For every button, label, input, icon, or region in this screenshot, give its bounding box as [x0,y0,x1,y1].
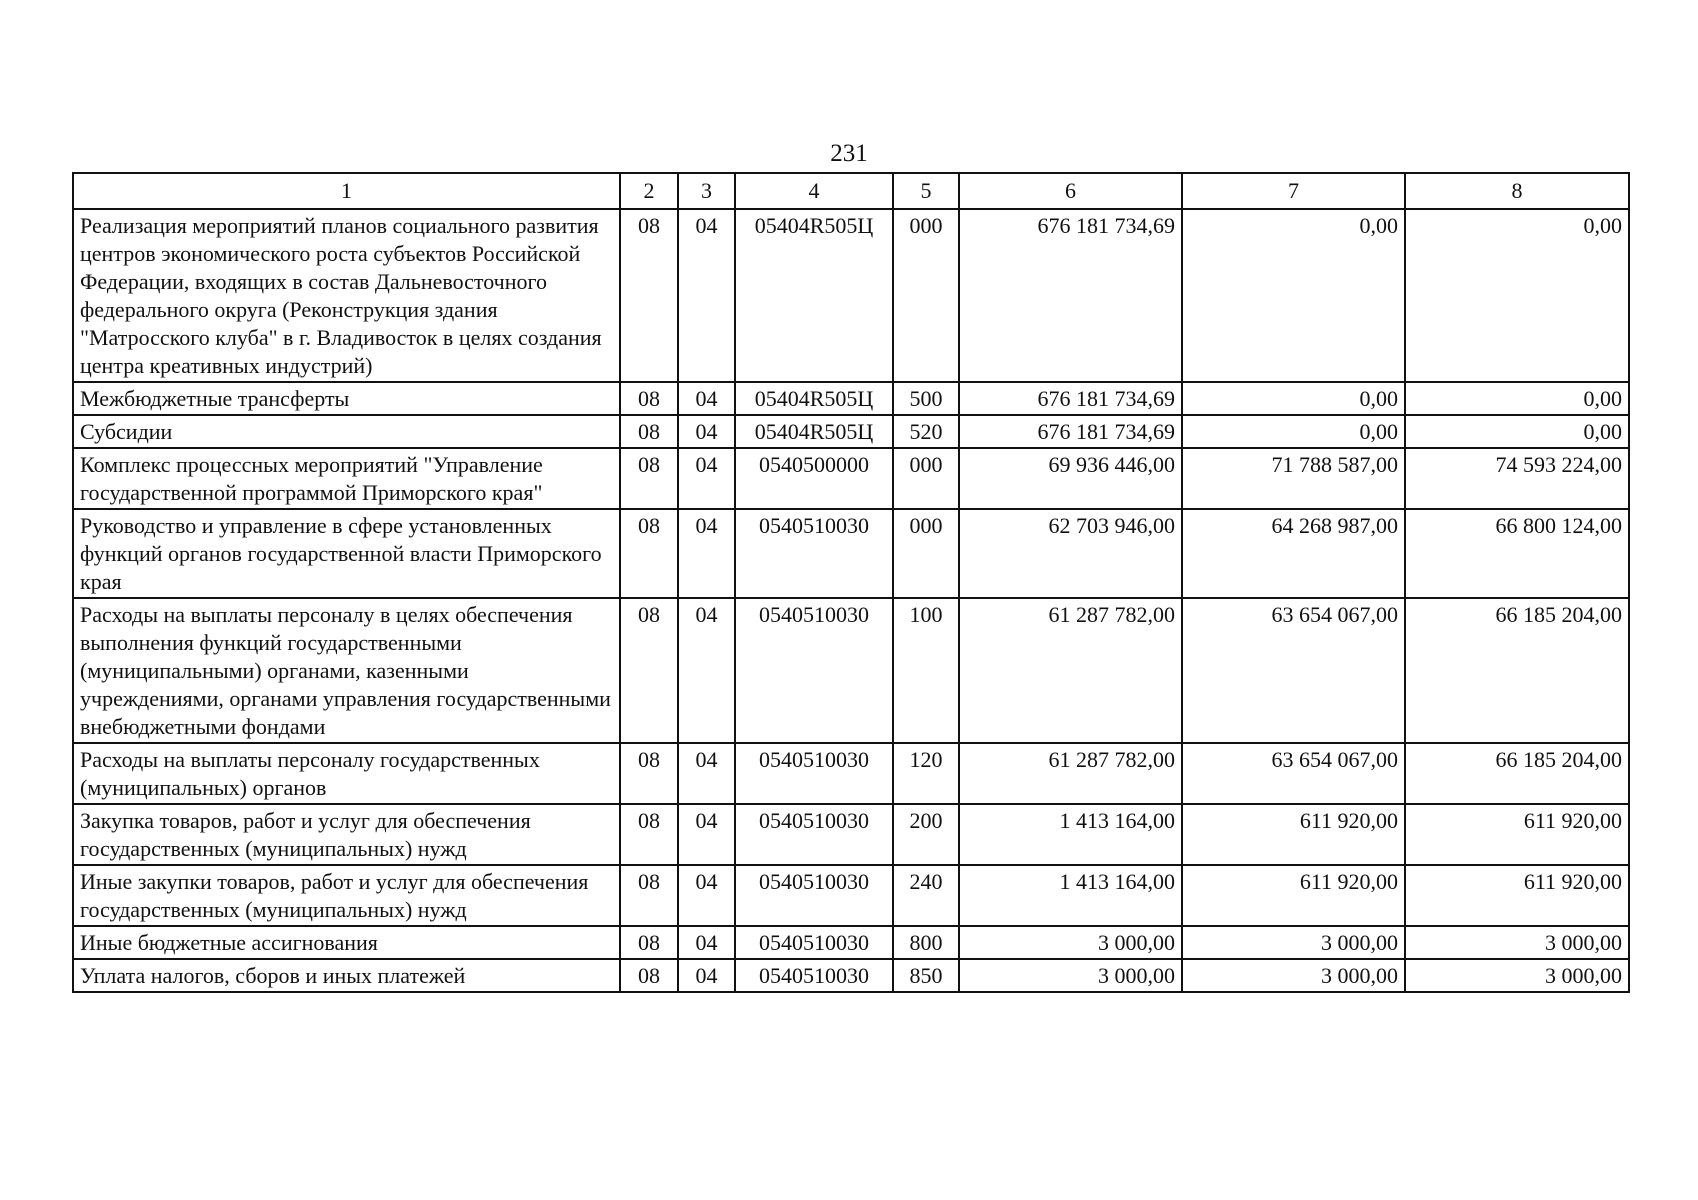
row-name: Иные бюджетные ассигнования [73,926,620,959]
amount-column-6: 676 181 734,69 [959,382,1182,415]
amount-column-7: 0,00 [1182,209,1405,382]
row-name: Закупка товаров, работ и услуг для обеспечения государственных (муниципальных) нужд [73,804,620,865]
target-article-code: 05404R505Ц [735,382,893,415]
table-row [73,926,1629,959]
expense-type-code: 000 [893,448,959,509]
section-code: 08 [620,382,678,415]
expense-type-code: 850 [893,959,959,992]
subsection-code: 04 [678,804,735,865]
column-header-5: 5 [893,173,959,209]
table-row [73,598,1629,743]
amount-column-8: 0,00 [1405,209,1629,382]
page-number: 231 [830,140,868,167]
table-body [73,209,1629,992]
amount-column-7: 71 788 587,00 [1182,448,1405,509]
expense-type-code: 240 [893,865,959,926]
row-name: Расходы на выплаты персоналу государственных (муниципальных) органов [73,743,620,804]
amount-column-8: 3 000,00 [1405,926,1629,959]
column-header-6: 6 [959,173,1182,209]
column-header-3: 3 [678,173,735,209]
section-code: 08 [620,415,678,448]
amount-column-7: 3 000,00 [1182,959,1405,992]
target-article-code: 0540510030 [735,743,893,804]
amount-column-6: 61 287 782,00 [959,598,1182,743]
amount-column-8: 66 800 124,00 [1405,509,1629,598]
amount-column-8: 66 185 204,00 [1405,598,1629,743]
section-code: 08 [620,598,678,743]
target-article-code: 05404R505Ц [735,415,893,448]
amount-column-6: 3 000,00 [959,959,1182,992]
amount-column-7: 3 000,00 [1182,926,1405,959]
amount-column-7: 63 654 067,00 [1182,743,1405,804]
column-header-7: 7 [1182,173,1405,209]
column-header-1: 1 [73,173,620,209]
target-article-code: 0540510030 [735,598,893,743]
row-name: Уплата налогов, сборов и иных платежей [73,959,620,992]
target-article-code: 0540510030 [735,926,893,959]
amount-column-8: 611 920,00 [1405,865,1629,926]
subsection-code: 04 [678,209,735,382]
table-row [73,959,1629,992]
row-name: Комплекс процессных мероприятий "Управление государственной программой Приморского края" [73,448,620,509]
subsection-code: 04 [678,865,735,926]
table-row [73,865,1629,926]
amount-column-7: 611 920,00 [1182,865,1405,926]
table-row [73,743,1629,804]
expense-type-code: 120 [893,743,959,804]
section-code: 08 [620,926,678,959]
section-code: 08 [620,865,678,926]
subsection-code: 04 [678,415,735,448]
subsection-code: 04 [678,448,735,509]
row-name: Руководство и управление в сфере установленных функций органов государственной власти Приморского края [73,509,620,598]
table-row [73,209,1629,382]
amount-column-7: 0,00 [1182,382,1405,415]
amount-column-8: 74 593 224,00 [1405,448,1629,509]
row-name: Межбюджетные трансферты [73,382,620,415]
amount-column-7: 0,00 [1182,415,1405,448]
expense-type-code: 100 [893,598,959,743]
target-article-code: 0540510030 [735,509,893,598]
amount-column-8: 66 185 204,00 [1405,743,1629,804]
section-code: 08 [620,448,678,509]
amount-column-8: 3 000,00 [1405,959,1629,992]
expense-type-code: 520 [893,415,959,448]
amount-column-8: 611 920,00 [1405,804,1629,865]
table-row [73,509,1629,598]
table-row [73,804,1629,865]
expense-type-code: 200 [893,804,959,865]
target-article-code: 0540500000 [735,448,893,509]
subsection-code: 04 [678,509,735,598]
amount-column-6: 61 287 782,00 [959,743,1182,804]
amount-column-6: 69 936 446,00 [959,448,1182,509]
row-name: Расходы на выплаты персоналу в целях обеспечения выполнения функций государственными (муниципальными) органами, казенными учреждениями, органами управления государственными внебюджетными фондами [73,598,620,743]
amount-column-6: 1 413 164,00 [959,865,1182,926]
section-code: 08 [620,209,678,382]
target-article-code: 05404R505Ц [735,209,893,382]
target-article-code: 0540510030 [735,959,893,992]
amount-column-7: 63 654 067,00 [1182,598,1405,743]
table-row [73,448,1629,509]
section-code: 08 [620,959,678,992]
amount-column-6: 3 000,00 [959,926,1182,959]
amount-column-6: 676 181 734,69 [959,209,1182,382]
subsection-code: 04 [678,382,735,415]
target-article-code: 0540510030 [735,804,893,865]
amount-column-6: 676 181 734,69 [959,415,1182,448]
amount-column-6: 62 703 946,00 [959,509,1182,598]
column-header-2: 2 [620,173,678,209]
row-name: Реализация мероприятий планов социального развития центров экономического роста субъектов Российской Федерации, входящих в состав Дальневосточного федерального округа (Реконструкция здания "Матросского клуба" в г. Владивосток в целях создания центра креативных индустрий) [73,209,620,382]
expense-type-code: 000 [893,509,959,598]
expense-type-code: 000 [893,209,959,382]
column-header-8: 8 [1405,173,1629,209]
expense-type-code: 500 [893,382,959,415]
amount-column-6: 1 413 164,00 [959,804,1182,865]
amount-column-8: 0,00 [1405,415,1629,448]
expense-type-code: 800 [893,926,959,959]
subsection-code: 04 [678,959,735,992]
column-header-4: 4 [735,173,893,209]
row-name: Субсидии [73,415,620,448]
table-row [73,382,1629,415]
subsection-code: 04 [678,926,735,959]
subsection-code: 04 [678,743,735,804]
target-article-code: 0540510030 [735,865,893,926]
section-code: 08 [620,509,678,598]
table-header [73,173,1629,209]
subsection-code: 04 [678,598,735,743]
section-code: 08 [620,804,678,865]
table-row [73,415,1629,448]
amount-column-8: 0,00 [1405,382,1629,415]
budget-table [72,172,1630,993]
header-row [73,173,1629,209]
amount-column-7: 611 920,00 [1182,804,1405,865]
row-name: Иные закупки товаров, работ и услуг для обеспечения государственных (муниципальных) нужд [73,865,620,926]
amount-column-7: 64 268 987,00 [1182,509,1405,598]
section-code: 08 [620,743,678,804]
